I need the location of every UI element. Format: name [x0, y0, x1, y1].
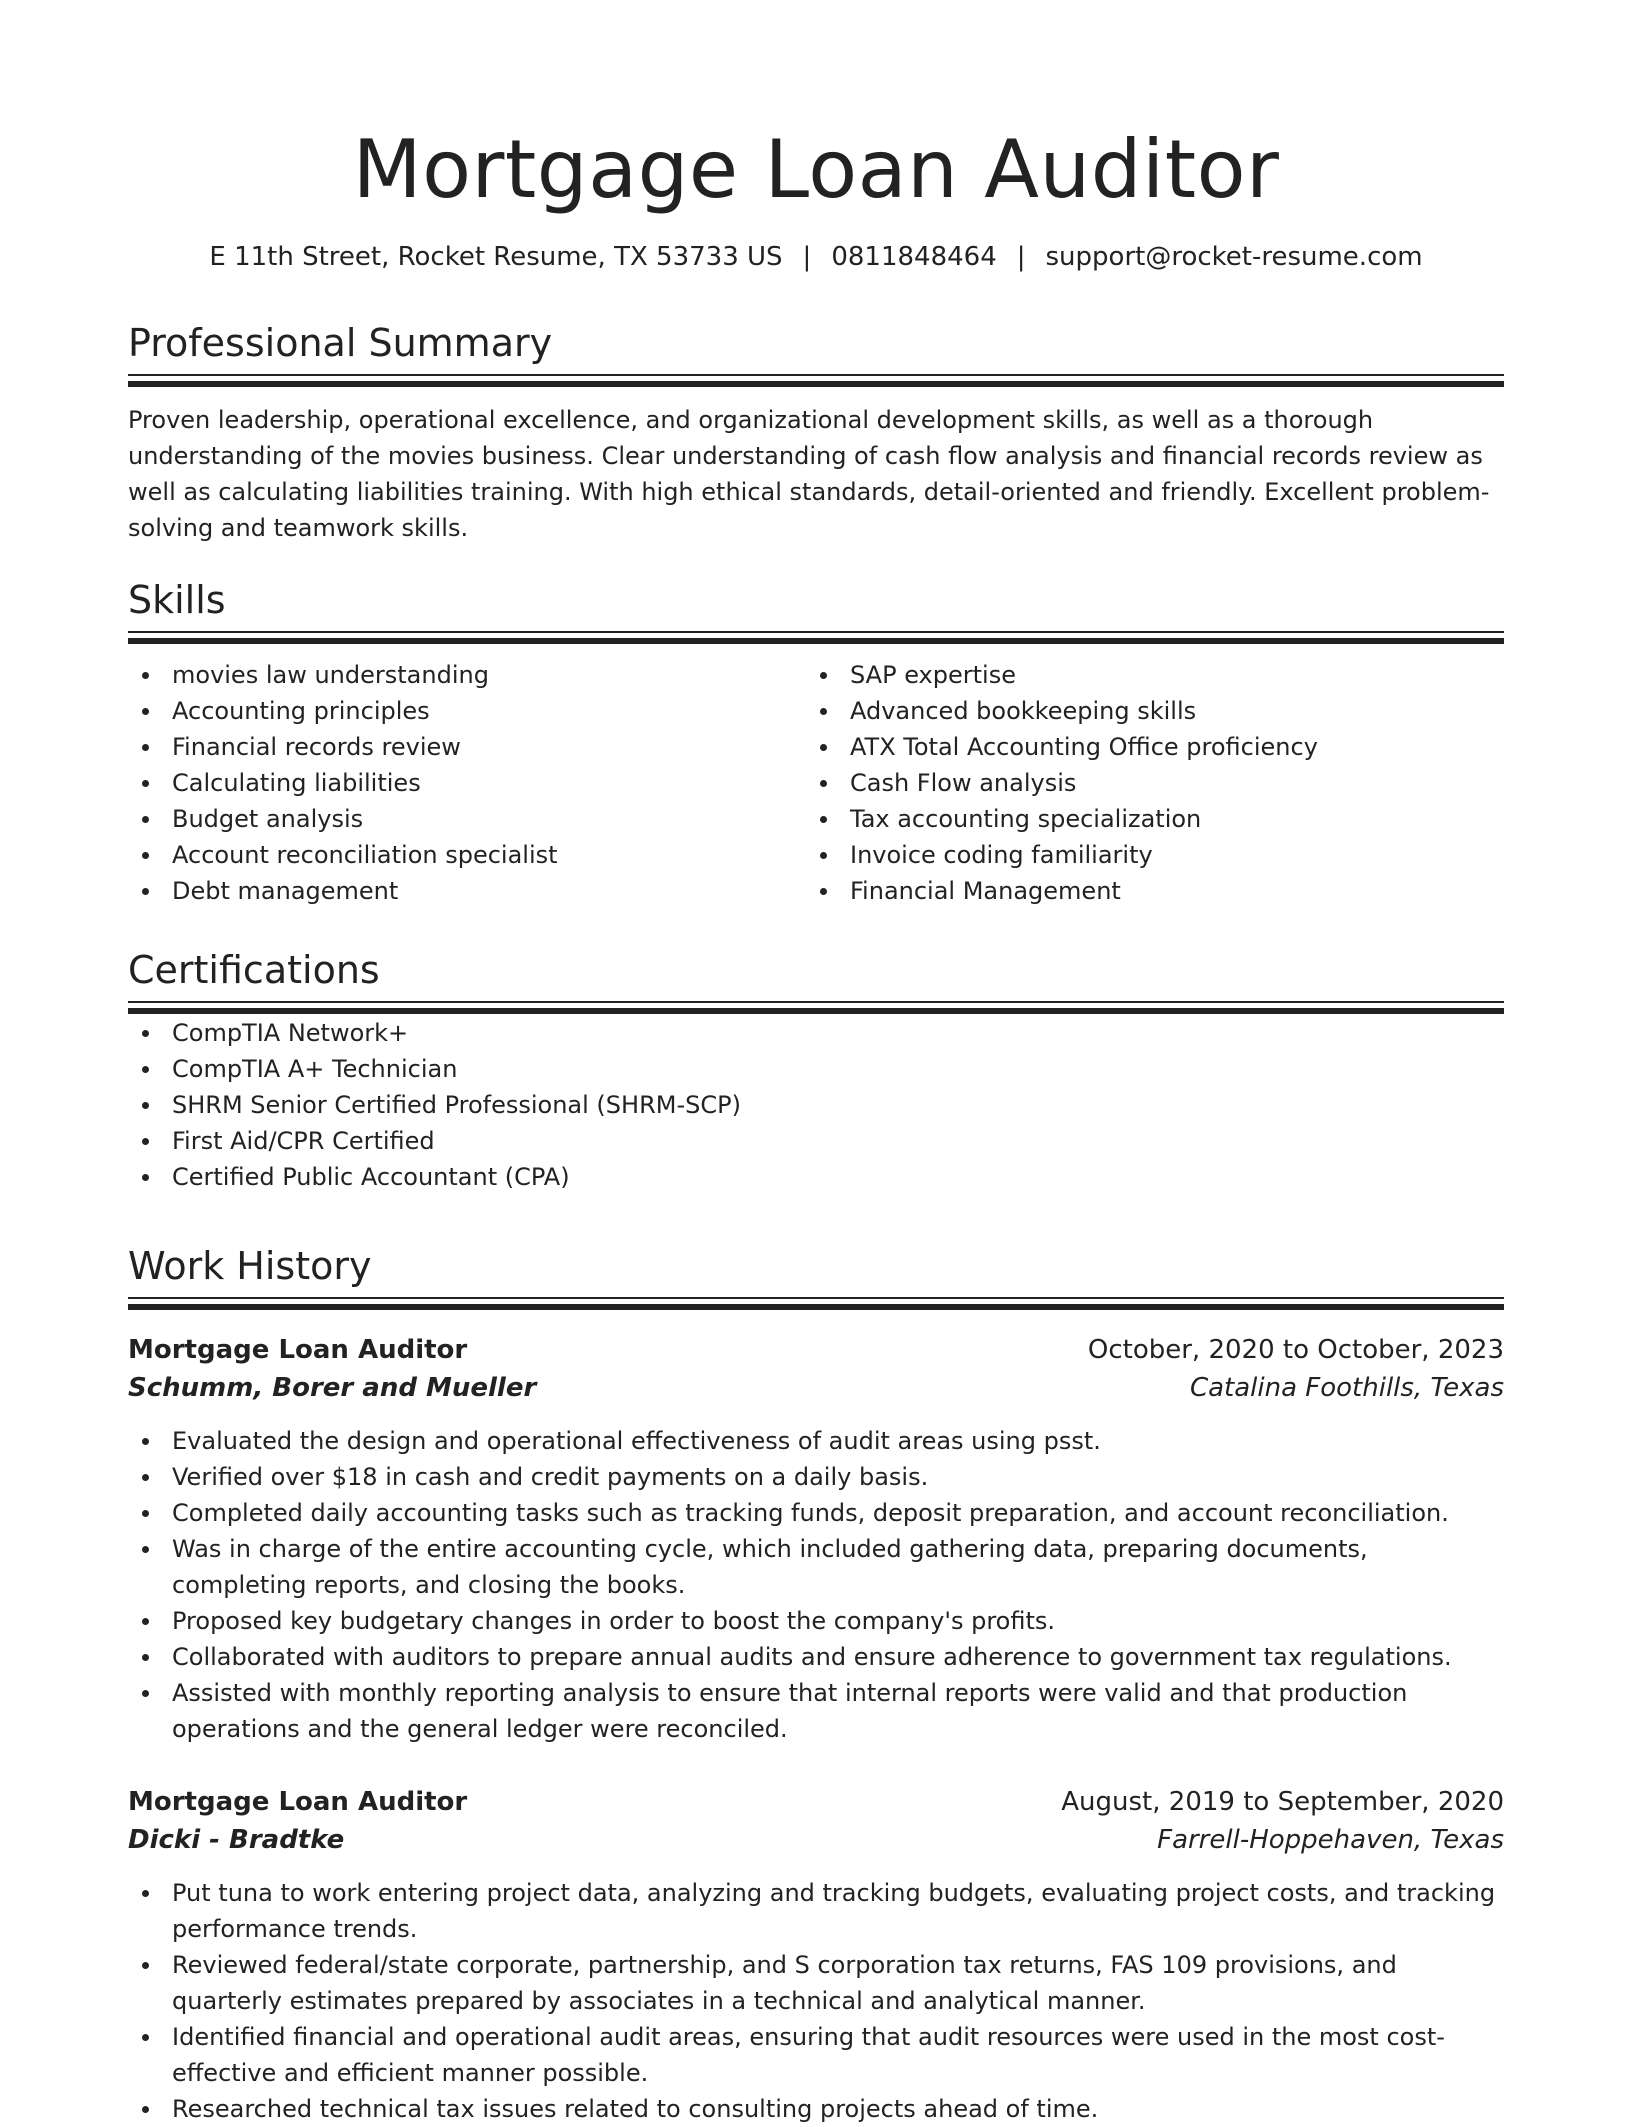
summary-heading: Professional Summary: [128, 321, 553, 365]
job-entry: [128, 1783, 1504, 2127]
skill-item: movies law understanding: [128, 657, 806, 693]
job-bullet: Reviewed federal/state corporate, partnership, and S corporation tax returns, FAS 109 provisions, and quarterly estimates prepared by associates in a technical and analytical manner.: [128, 1947, 1504, 2019]
job-bullet: Completed daily accounting tasks such as tracking funds, deposit preparation, and account reconciliation.: [128, 1495, 1504, 1531]
skill-item: Account reconciliation specialist: [128, 837, 806, 873]
job-bullet: Verified over $18 in cash and credit payments on a daily basis.: [128, 1459, 1504, 1495]
skills-heading: Skills: [128, 578, 226, 622]
skill-item: ATX Total Accounting Office proficiency: [806, 729, 1484, 765]
contact-email[interactable]: support@rocket-resume.com: [1045, 242, 1423, 272]
job-header-row: [128, 1783, 1504, 1821]
job-bullet: Researched technical tax issues related to consulting projects ahead of time.: [128, 2091, 1504, 2127]
certification-item: CompTIA Network+: [128, 1015, 1504, 1051]
job-dates: October, 2020 to October, 2023: [1087, 1335, 1504, 1365]
skill-item: Accounting principles: [128, 693, 806, 729]
section-rule: [128, 1001, 1504, 1015]
contact-separator: |: [1016, 242, 1026, 272]
skill-item: Advanced bookkeeping skills: [806, 693, 1484, 729]
skill-item: Financial Management: [806, 873, 1484, 909]
job-dates: August, 2019 to September, 2020: [1061, 1787, 1504, 1817]
contact-line: [128, 238, 1504, 276]
skill-item: Debt management: [128, 873, 806, 909]
section-rule: [128, 1297, 1504, 1311]
skill-item: Budget analysis: [128, 801, 806, 837]
skill-item: Cash Flow analysis: [806, 765, 1484, 801]
skill-item: SAP expertise: [806, 657, 1484, 693]
job-bullet: Proposed key budgetary changes in order to boost the company's profits.: [128, 1603, 1504, 1639]
resume-name: Mortgage Loan Auditor: [352, 123, 1280, 216]
skill-item: Tax accounting specialization: [806, 801, 1484, 837]
skill-item: Calculating liabilities: [128, 765, 806, 801]
certification-item: First Aid/CPR Certified: [128, 1123, 1504, 1159]
skills-left-list: [128, 657, 806, 909]
job-company-row: [128, 1369, 1504, 1407]
job-bullet: Identified financial and operational audit areas, ensuring that audit resources were used in the most cost-effective and efficient manner possible.: [128, 2019, 1504, 2091]
job-entry: [128, 1331, 1504, 1747]
job-company: Schumm, Borer and Mueller: [128, 1373, 537, 1403]
job-bullet: Assisted with monthly reporting analysis to ensure that internal reports were valid and that production operations and the general ledger were reconciled.: [128, 1675, 1504, 1747]
job-location: Farrell-Hoppehaven, Texas: [1157, 1825, 1504, 1855]
job-title: Mortgage Loan Auditor: [128, 1335, 468, 1365]
work-history-section: [128, 1241, 1504, 1311]
contact-address: E 11th Street, Rocket Resume, TX 53733 US: [209, 242, 783, 272]
job-bullet: Put tuna to work entering project data, analyzing and tracking budgets, evaluating project costs, and tracking performance trends.: [128, 1875, 1504, 1947]
job-bullet: Was in charge of the entire accounting cycle, which included gathering data, preparing documents, completing reports, and closing the books.: [128, 1531, 1504, 1603]
skills-section: [128, 575, 1504, 909]
job-bullet: Evaluated the design and operational effectiveness of audit areas using psst.: [128, 1423, 1504, 1459]
job-title: Mortgage Loan Auditor: [128, 1787, 468, 1817]
job-location: Catalina Foothills, Texas: [1189, 1373, 1504, 1403]
skills-right-list: [806, 657, 1484, 909]
certification-item: SHRM Senior Certified Professional (SHRM-SCP): [128, 1087, 1504, 1123]
skill-item: Financial records review: [128, 729, 806, 765]
summary-section: [128, 318, 1504, 546]
job-bullet-list: [128, 1875, 1504, 2127]
certifications-list: [128, 1015, 1504, 1195]
job-bullet: Collaborated with auditors to prepare annual audits and ensure adherence to government tax regulations.: [128, 1639, 1504, 1675]
job-company: Dicki - Bradtke: [128, 1825, 345, 1855]
skills-columns: [128, 657, 1504, 909]
certification-item: CompTIA A+ Technician: [128, 1051, 1504, 1087]
job-bullet-list: [128, 1423, 1504, 1747]
certifications-section: [128, 945, 1504, 1195]
section-rule: [128, 374, 1504, 388]
certifications-heading: Certifications: [128, 948, 380, 992]
summary-text: Proven leadership, operational excellence, and organizational development skills, as well as a thorough understanding of the movies business. Clear understanding of cash flow analysis and financial records review as well as calculating liabilities training. With high ethical standards, detail-oriented and friendly. Excellent problem-solving and teamwork skills.: [128, 406, 1490, 542]
job-company-row: [128, 1821, 1504, 1859]
skill-item: Invoice coding familiarity: [806, 837, 1484, 873]
work-history-heading: Work History: [128, 1244, 372, 1288]
contact-separator: |: [802, 242, 812, 272]
job-header-row: [128, 1331, 1504, 1369]
section-rule: [128, 631, 1504, 645]
contact-phone: 0811848464: [831, 242, 997, 272]
certification-item: Certified Public Accountant (CPA): [128, 1159, 1504, 1195]
